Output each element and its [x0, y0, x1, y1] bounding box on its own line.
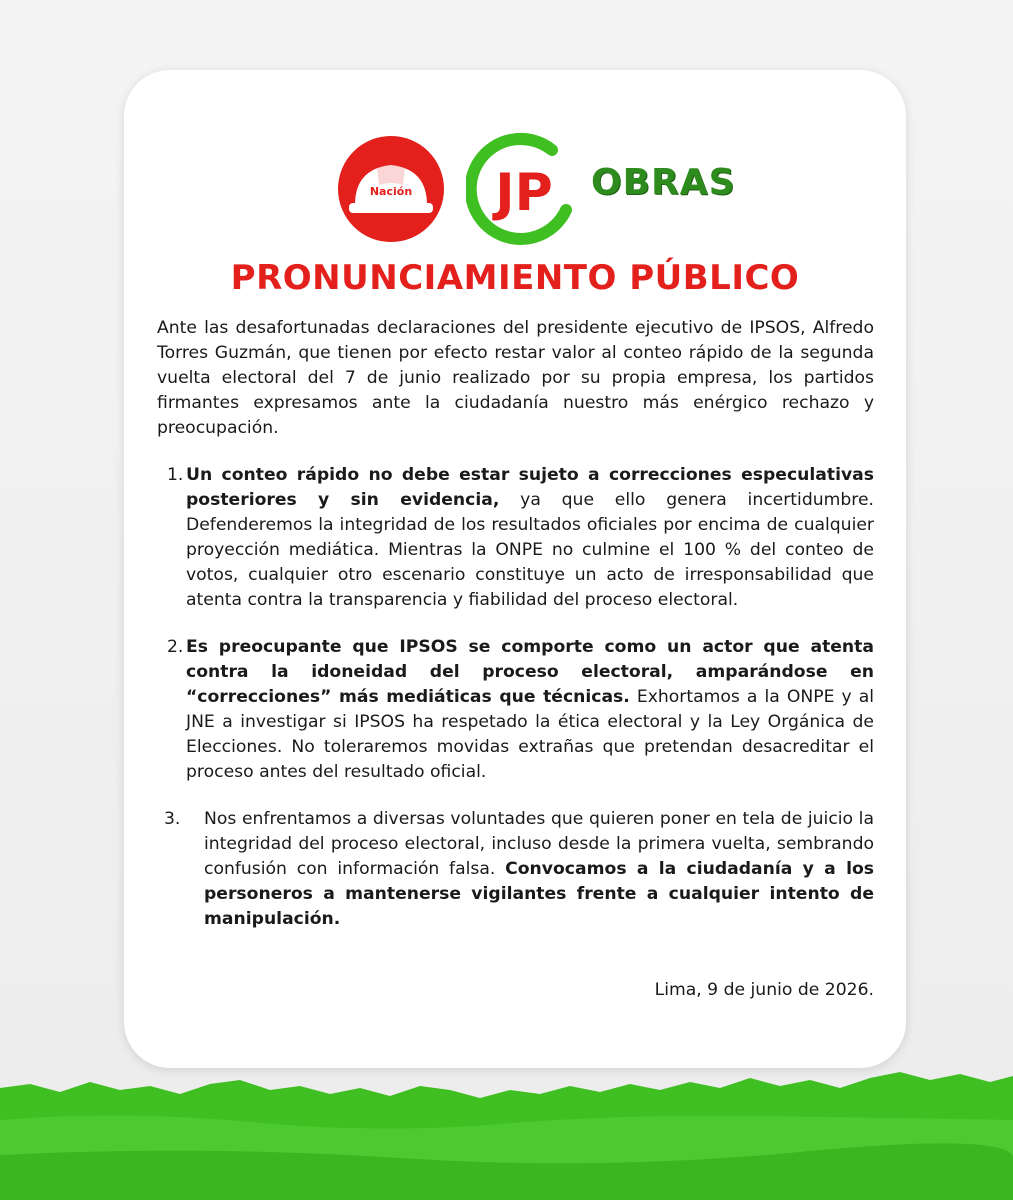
page-title: PRONUNCIAMIENTO PÚBLICO [230, 258, 800, 298]
item-number: 1. [167, 465, 184, 485]
statement-body [157, 316, 874, 954]
item-bold-text: Es preocupante que IPSOS se comporte como un actor que atenta contra la idoneidad del proceso electoral, amparándose en “correcciones” más mediáticas que técnicas. [186, 637, 874, 707]
statement-card [124, 70, 906, 1068]
jp-logo-text: JP [495, 163, 553, 223]
points-list [157, 463, 874, 932]
grass-banner [0, 1060, 1013, 1200]
item-bold-text: Un conteo rápido no debe estar sujeto a correcciones especulativas posteriores y sin evidencia, [186, 465, 874, 510]
item-number: 2. [167, 637, 184, 657]
logo-row [124, 70, 906, 250]
item-number: 3. [164, 809, 181, 829]
intro-paragraph: Ante las desafortunadas declaraciones del presidente ejecutivo de IPSOS, Alfredo Torres Guzmán, que tienen por efecto restar valor al conteo rápido de la segunda vuelta electoral del 7 de junio realizado por su propia empresa, los partidos firmantes expresamos ante la ciudadanía nuestro más enérgico rechazo y preocupación. [157, 318, 874, 438]
hardhat-logo-text: Nación [369, 185, 413, 198]
list-item [157, 807, 874, 932]
item-text: Nos enfrentamos a diversas voluntades que quieren poner en tela de juicio la integridad del proceso electoral, incluso desde la primera vuelta, sembrando confusión con información falsa. [204, 809, 874, 879]
item-text: Exhortamos a la ONPE y al JNE a investigar si IPSOS ha respetado la ética electoral y la Ley Orgánica de Elecciones. No toleraremos movidas extrañas que pretendan desacreditar el proceso antes del resultado oficial. [186, 687, 875, 782]
item-text: ya que ello genera incertidumbre. Defenderemos la integridad de los resultados oficiales por encima de cualquier proyección mediática. Mientras la ONPE no culmine el 100 % del conteo de votos, cualquier otro escenario constituye un acto de irresponsabilidad que atenta contra la transparencia y fiabilidad del proceso electoral. [186, 490, 875, 610]
item-bold-text: Convocamos a la ciudadanía y a los personeros a mantenerse vigilantes frente a cualquier intento de manipulación. [204, 859, 874, 929]
list-item [157, 635, 874, 785]
jp-logo-icon [466, 130, 584, 248]
hardhat-logo-icon [337, 135, 445, 243]
list-item [157, 463, 874, 613]
closing-date: Lima, 9 de junio de 2026. [654, 980, 874, 1000]
obras-logo-text: OBRAS [591, 162, 736, 203]
